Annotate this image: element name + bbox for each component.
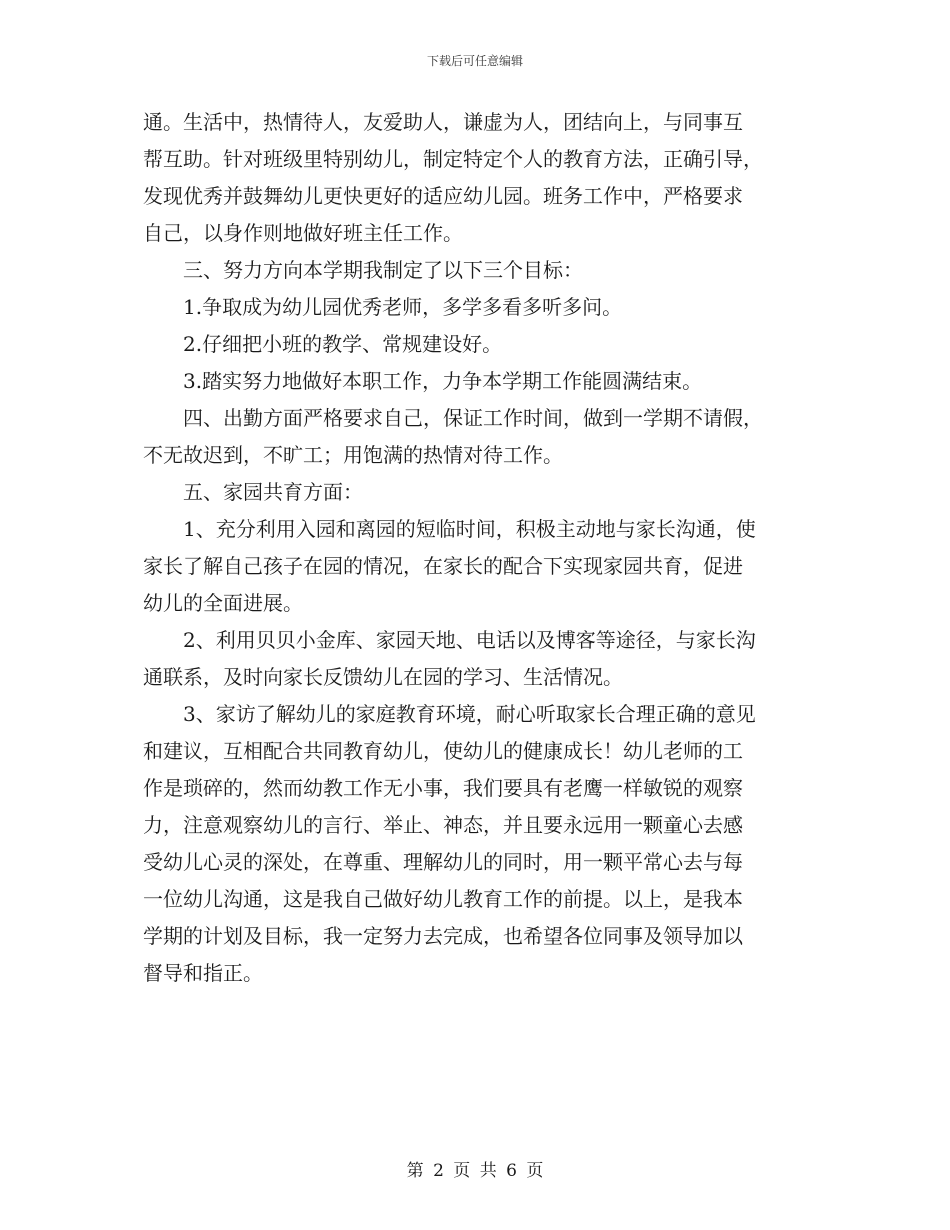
text-line: 通。生活中，热情待人，友爱助人，谦虚为人，团结向上，与同事互: [143, 110, 743, 134]
goal-item-1: 1.争取成为幼儿园优秀老师，多学多看多听多问。: [143, 295, 623, 319]
text-line: 帮互助。针对班级里特别幼儿，制定特定个人的教育方法，正确引导，: [143, 147, 763, 171]
text-line: 作是琐碎的，然而幼教工作无小事，我们要具有老鹰一样敏锐的观察: [143, 776, 743, 800]
text-line: 和建议，互相配合共同教育幼儿，使幼儿的健康成长！幼儿老师的工: [143, 739, 743, 763]
section-heading-three: 三、努力方向本学期我制定了以下三个目标：: [143, 258, 583, 282]
text-line: 发现优秀并鼓舞幼儿更快更好的适应幼儿园。班务工作中，严格要求: [143, 184, 743, 208]
section-heading-four: 四、出勤方面严格要求自己，保证工作时间，做到一学期不请假，: [143, 406, 763, 430]
text-line: 力，注意观察幼儿的言行、举止、神态，并且要永远用一颗童心去感: [143, 813, 743, 837]
text-line: 督导和指正。: [143, 961, 263, 985]
home-school-item-2: 2、利用贝贝小金库、家园天地、电话以及博客等途径，与家长沟: [143, 628, 756, 652]
text-line: 学期的计划及目标，我一定努力去完成，也希望各位同事及领导加以: [143, 924, 743, 948]
text-line: 自己，以身作则地做好班主任工作。: [143, 221, 463, 245]
text-line: 受幼儿心灵的深处，在尊重、理解幼儿的同时，用一颗平常心去与每: [143, 850, 743, 874]
text-line: 不无故迟到，不旷工；用饱满的热情对待工作。: [143, 443, 563, 467]
section-heading-five: 五、家园共育方面：: [143, 480, 363, 504]
document-body: [143, 104, 811, 992]
text-line: 通联系，及时向家长反馈幼儿在园的学习、生活情况。: [143, 665, 623, 689]
page-header-note: 下载后可任意编辑: [426, 54, 523, 68]
page-number: 第 2 页 共 6 页: [406, 1161, 544, 1181]
text-line: 家长了解自己孩子在园的情况，在家长的配合下实现家园共育，促进: [143, 554, 743, 578]
text-line: 幼儿的全面进展。: [143, 591, 303, 615]
goal-item-3: 3.踏实努力地做好本职工作，力争本学期工作能圆满结束。: [143, 369, 703, 393]
text-line: 一位幼儿沟通，这是我自己做好幼儿教育工作的前提。以上，是我本: [143, 887, 743, 911]
home-school-item-3: 3、家访了解幼儿的家庭教育环境，耐心听取家长合理正确的意见: [143, 702, 756, 726]
goal-item-2: 2.仔细把小班的教学、常规建设好。: [143, 332, 503, 356]
home-school-item-1: 1、充分利用入园和离园的短临时间，积极主动地与家长沟通，使: [143, 517, 756, 541]
